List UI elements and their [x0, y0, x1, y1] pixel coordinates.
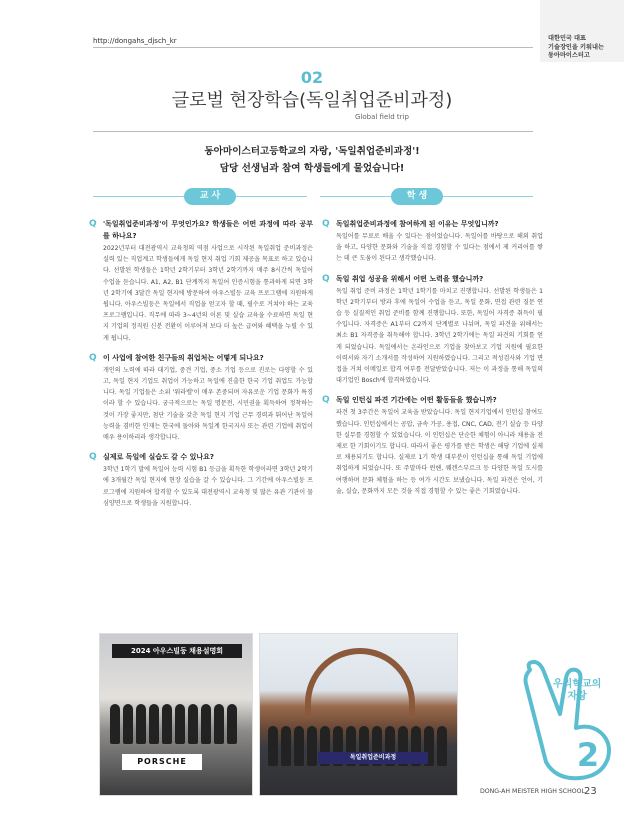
student-label: 학 생 — [391, 188, 443, 205]
student-question: Q 독일 인턴십 파견 기간에는 어떤 활동들을 했습니까? — [322, 395, 497, 406]
site-url: http://dongahs_djsch_kr — [93, 37, 177, 45]
student-question: Q 독일취업준비과정에 참여하게 된 이유는 무엇입니까? — [322, 219, 499, 229]
teacher-column — [89, 218, 313, 517]
v-hand-icon — [520, 658, 624, 782]
photo-banner: 2024 아우스빌둥 채용설명회 — [112, 644, 242, 658]
q-icon: Q — [322, 219, 330, 229]
tagline-line-3: 동아마이스터고 — [548, 52, 590, 59]
student-answer: 파견 첫 3주간은 독일어 교육을 받았습니다. 독일 현지기업에서 인턴십 참여도 했습니다. 인턴십에서는 공압, 금속 가공, 용접, CNC, CAD, 전기 실습 등 다양한 실무를 경험할 수 있었습니다. 이 인턴십은 단순한 체험이 아니라 채용을 전제로 한 기회이기도 합니다. 따라서 좋은 평가를 받은 학생은 해당 기업에 실제로 채용되기도 합니다. 실제로 1기 학생 대부분이 인턴십을 통해 독일 기업에 취업하게 되었습니다. 또 주말마다 뮌헨, 퀘겐스부르크 등 다양한 독일 도시를 여행하며 문화 체험을 하는 등 여가 시간도 보냈습니다. 독일 파견은 언어, 기술, 실습, 문화까지 모든 것을 직접 경험할 수 있는 좋은 기회였습니다. — [336, 409, 543, 495]
badge-line-1: 우리학교의 — [553, 679, 602, 690]
tagline-line-1: 대한민국 대표 — [548, 35, 587, 42]
q-icon: Q — [322, 395, 330, 406]
photo-group — [110, 704, 237, 754]
badge-line-2: 자랑 — [567, 691, 587, 702]
photo-group-gate — [259, 633, 458, 796]
intro-line-2: 담당 선생님과 참여 학생들에게 물었습니다! — [219, 163, 405, 174]
q-icon: Q — [89, 219, 97, 229]
header-tagline — [548, 35, 604, 61]
top-divider — [93, 47, 533, 48]
section-subtitle: Global field trip — [355, 113, 409, 121]
tagline-line-2: 기술장인을 키워내는 — [548, 43, 604, 51]
teacher-answer: 3학년 1학기 말에 독일어 능력 시험 B1 등급을 획득한 학생이라면 3학년 2학기에 3개월간 독일 현지에 현장 실습을 갈 수 있습니다. 그 기간에 아우스빌둥 프로그램에 지원하여 합격할 수 있도록 대전광역시 교육청 및 많은 유관 기관이 물심양면으로 학생들을 지원합니다. — [103, 466, 313, 507]
badge-label — [553, 679, 601, 703]
photo-arch — [305, 648, 415, 718]
student-question: Q 독일 취업 성공을 위해서 어떤 노력을 했습니까? — [322, 273, 484, 284]
teacher-answer: 2022년부터 대전광역시 교육청의 역점 사업으로 시작된 독일취업 준비과정은 실력 있는 직업계고 학생들에게 독일 현지 취업 기회 제공을 목표로 하고 있습니다. 선발된 학생들은 1학년 2학기부터 3학년 2학기까지 매주 8시간씩 독일어 수업을 듣습니다. A1, A2, B1 단계까지 독일어 인증시험을 통과하게 되면 3학년 2학기에 3달간 독일 현지에 방문하여 아우스빌등 교육 프로그램에 지원하게 됩니다. 아우스빌둥은 독일에서 직업을 얻고자 할 때, 필수로 거쳐야 하는 교육 프로그램입니다. 직무에 따라 3~4년의 이론 및 실습 교육을 수료하면 독일 현지 기업의 정직원 신분 전환이 이루어져 보다 더 높은 급여와 혜택을 누릴 수 있게 됩니다. — [103, 245, 313, 342]
footer-school: DONG-AH MEISTER HIGH SCHOOL — [480, 788, 585, 795]
photo-banner: 독일취업준비과정 — [318, 752, 428, 764]
student-column — [322, 218, 543, 505]
q-icon: Q — [89, 352, 97, 363]
title-divider — [93, 131, 533, 132]
photo-recruitment-fair — [99, 633, 253, 796]
badge-number: 2 — [576, 736, 600, 774]
teacher-question: Q 실제로 독일에 실습도 갈 수 있나요? — [89, 452, 214, 463]
intro-line-1: 동아마이스터고등학교의 자랑, '독일취업준비과정'! — [204, 146, 420, 157]
page-number: 23 — [584, 786, 597, 797]
section-number: 02 — [300, 68, 324, 87]
q-icon: Q — [322, 273, 330, 284]
teacher-question: Q 이 사업에 참여한 친구들의 취업처는 어떻게 되나요? — [89, 352, 264, 363]
section-title: 글로벌 현장학습(독일취업준비과정) — [171, 90, 453, 111]
photo-group — [268, 726, 447, 776]
student-answer: 독일 취업 준비 과정은 1학년 1학기를 마치고 진행합니다. 선발된 학생들은 1학년 2학기부터 방과 후에 독일어 수업을 듣고, 독일 문화, 면접 관련 질문 연습 등 실질적인 취업 준비를 함께 진행합니다. 또한, 독일어 자격증 취득이 필수입니다. 자격증은 A1부터 C2까지 단계별로 나뉘며, 독일 파견을 위해서는 최소 B1 자격증을 취득해야 합니다. 3학년 2학기에는 독일 파견의 기회를 얻게 되었습니다. 독일에서는 온라인으로 기업을 찾아보고 기업 지원에 필요한 이력서와 자기 소개서를 작성하여 지원하였습니다. 그리고 적성검사와 기업 면접을 거쳐 이메일로 합격 여부를 전달받았습니다. 저는 이 과정을 통해 독일의 대기업인 Bosch에 합격하였습니다. — [336, 287, 543, 385]
teacher-label: 교 사 — [184, 188, 236, 205]
teacher-answer: 개인의 노력에 따라 대기업, 중견 기업, 중소 기업 등으로 진로는 다양할 수 있고, 독일 현지 기업도 취업이 가능하고 독일에 진출한 한국 기업 취업도 가능합니다. 독일 기업들은 소위 '워라밸'이 매우 존중되며 자유로운 기업 문화가 특징이라 할 수 있습니다. 궁극적으로는 독일 명문전, 시민권을 획득하여 정착하는 것이 가장 좋지만, 첨단 기술을 갖춘 독일 현지 기업 근무 경력과 뛰어난 독일어 능력을 겸비한 인재는 한국에 돌아와 독일계 한국지사 또는 관련 기업에 취업이 매우 용이하리라 생각합니다. — [103, 366, 313, 442]
student-answer: 독일어를 무료로 배울 수 있다는 점이었습니다. 독일어를 바탕으로 해외 취업을 하고, 다양한 문화와 기술을 직접 경험할 수 있다는 점에서 제 커리어를 쌓는 데 큰 도움이 된다고 생각했습니다. — [336, 233, 543, 263]
q-icon: Q — [89, 452, 97, 463]
teacher-question: Q '독일취업준비과정'이 무엇인가요? 학생들은 어떤 과정에 따라 공부를 하나요? — [89, 219, 313, 240]
porsche-sign: PORSCHE — [122, 754, 202, 770]
